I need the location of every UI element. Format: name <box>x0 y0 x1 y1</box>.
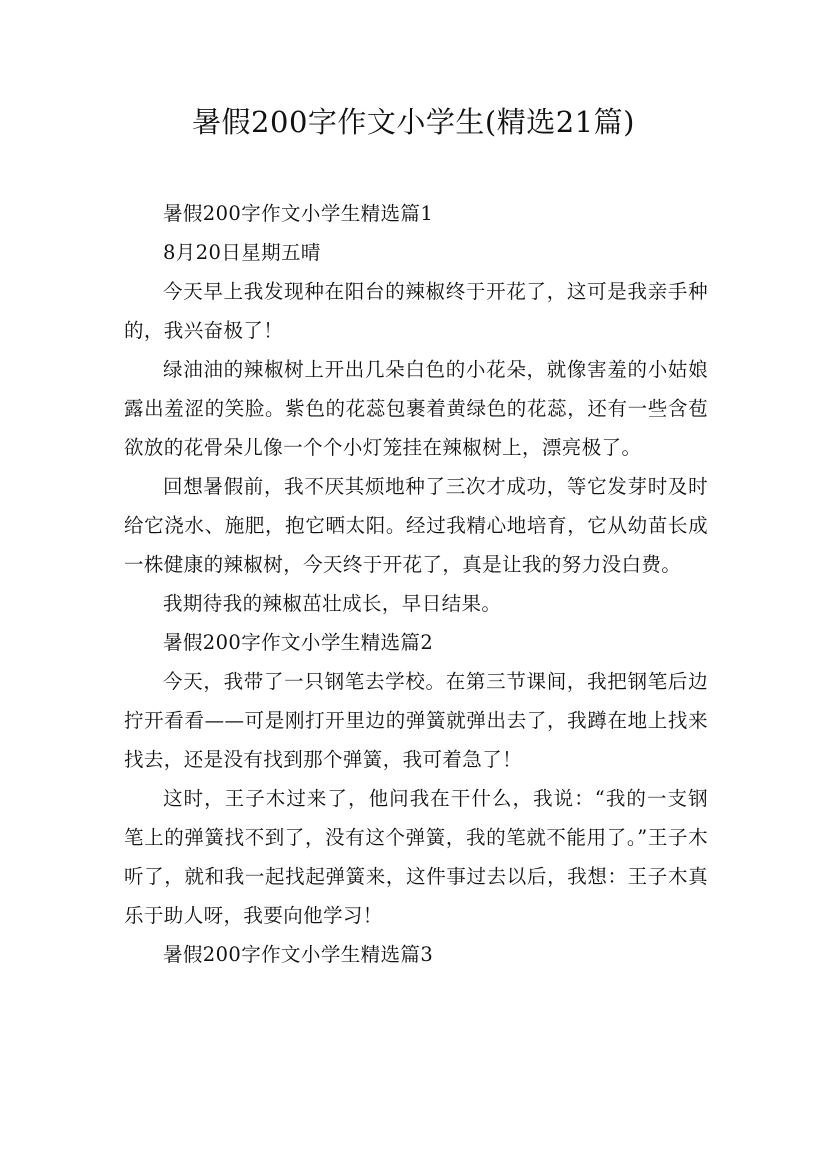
paragraph: 这时，王子木过来了，他问我在干什么，我说：“我的一支钢笔上的弹簧找不到了，没有这个弹簧，我的笔就不能用了。”王子木听了，就和我一起找起弹簧来，这件事过去以后，我想：王子木真乐于助人呀，我要向他学习！ <box>124 787 708 927</box>
document-title: 暑假200字作文小学生(精选21篇) <box>192 105 635 139</box>
paragraph: 我期待我的辣椒茁壮成长，早日结果。 <box>163 592 502 615</box>
section-heading-1: 暑假200字作文小学生精选篇1 <box>163 202 434 225</box>
section-heading-3: 暑假200字作文小学生精选篇3 <box>163 943 434 966</box>
paragraph: 绿油油的辣椒树上开出几朵白色的小花朵，就像害羞的小姑娘露出羞涩的笑脸。紫色的花蕊包裹着黄绿色的花蕊，还有一些含苞欲放的花骨朵儿像一个个小灯笼挂在辣椒树上，漂亮极了。 <box>124 358 708 459</box>
paragraph: 今天早上我发现种在阳台的辣椒终于开花了，这可是我亲手种的，我兴奋极了！ <box>124 280 708 342</box>
paragraph: 回想暑假前，我不厌其烦地种了三次才成功，等它发芽时及时给它浇水、施肥，抱它晒太阳。经过我精心地培育，它从幼苗长成一株健康的辣椒树，今天终于开花了，真是让我的努力没白费。 <box>124 475 708 576</box>
date-line: 8月20日星期五晴 <box>163 241 321 264</box>
document-body <box>124 194 708 974</box>
section-heading-2: 暑假200字作文小学生精选篇2 <box>163 631 434 654</box>
paragraph: 今天，我带了一只钢笔去学校。在第三节课间，我把钢笔后边拧开看看——可是刚打开里边的弹簧就弹出去了，我蹲在地上找来找去，还是没有找到那个弹簧，我可着急了！ <box>124 670 708 771</box>
